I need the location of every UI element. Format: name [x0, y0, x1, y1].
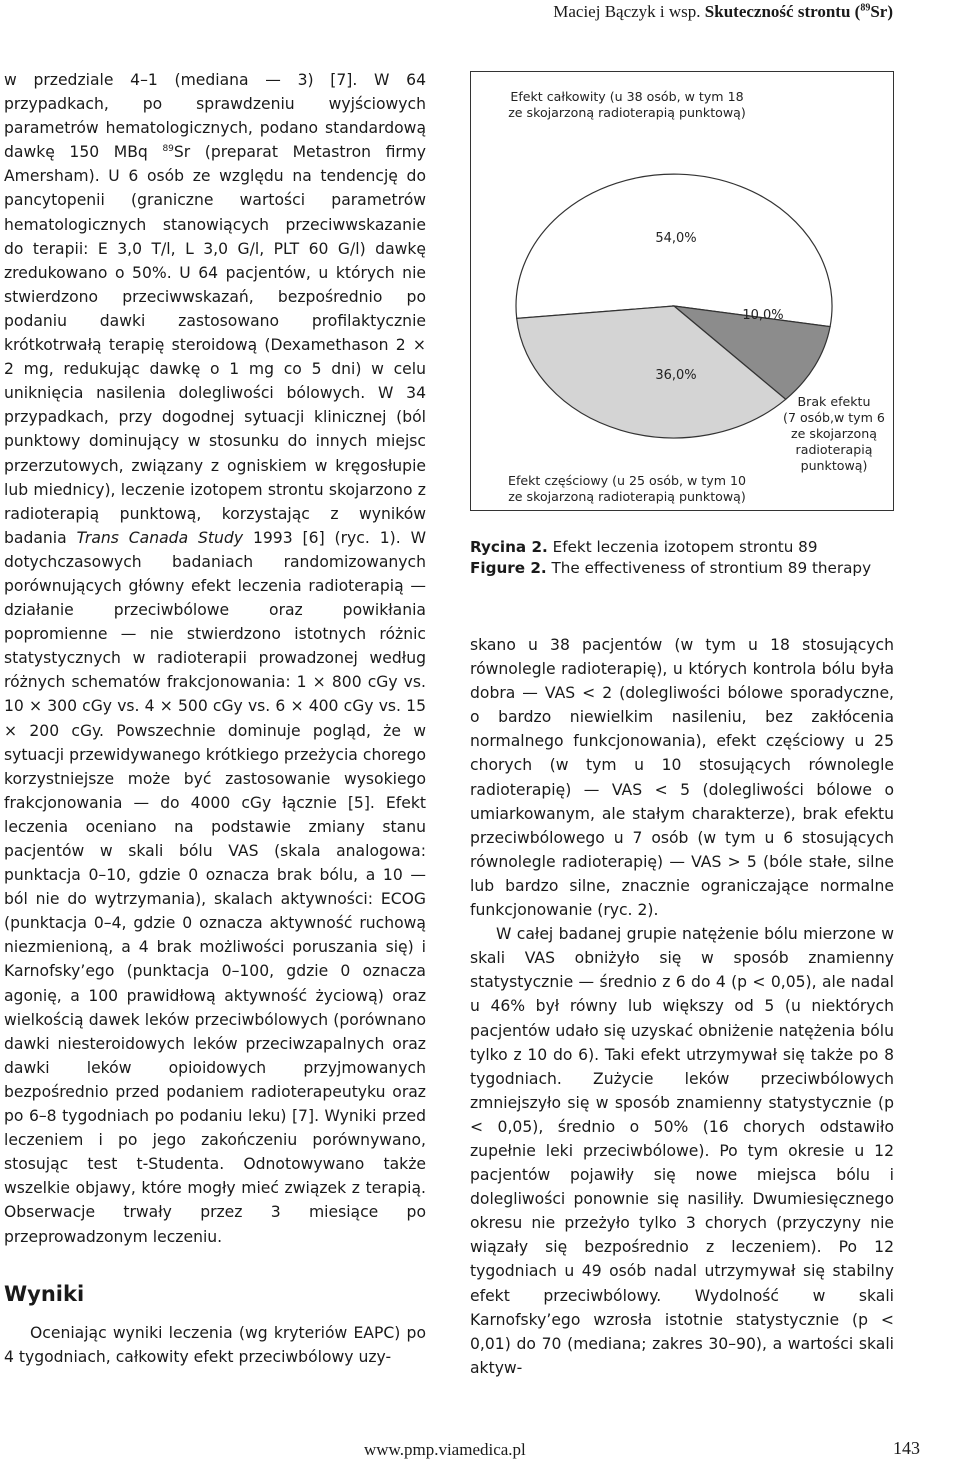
caption-polish: Rycina 2. Efekt leczenia izotopem strontu 89 [470, 538, 818, 556]
figure-caption [470, 537, 930, 579]
annotation-top-line1: Efekt całkowity (u 38 osób, w tym 18 [510, 89, 744, 104]
pie-slice [516, 174, 832, 326]
annotation-right-line: (7 osób,w tym 6 [783, 410, 885, 425]
annotation-bottom-line2: ze skojarzoną radioterapią punktową) [508, 489, 746, 504]
pie-value-label: 36,0% [655, 368, 697, 383]
annotation-right-line: ze skojarzoną [791, 426, 877, 441]
annotation-right-line: punktową) [800, 458, 868, 473]
left-column [4, 68, 426, 1369]
pie-chart-svg [471, 72, 895, 512]
annotation-bottom-line1: Efekt częściowy (u 25 osób, w tym 10 [508, 473, 746, 488]
section-heading: Wyniki [4, 1281, 85, 1306]
footer-url: www.pmp.viamedica.pl [364, 1440, 526, 1459]
body-paragraph: W całej badanej grupie natężenie bólu mierzone w skali VAS obniżyło się w sposób znamienny statystycznie — średnio z 6 do 4 (p < 0,05), ale nadal u 46% był równy lub większy od 5 (u niektórych pacjentów udało się uzyskać obniżenie natężenia bólu tylko z 10 do 6). Taki efekt utrzymywał się także po 8 tygodniach. Zużycie leków przeciwbólowych zmniejszyło się w sposób znamienny statystycznie (p < 0,05), średnio o 50% (16 chorych odstawiło zupełnie leki przeciwbólowe). Po tym okresie u 12 pacjentów pojawiły się nowe miejsca bólu i dolegliwości ponownie się nasiliły. Dwumiesięcznego okresu nie przeżyło tylko 3 chorych (przyczyny nie wiązały się bezpośrednio z leczeniem). Po 12 tygodniach u 49 osób nadal utrzymywał się stabilny efekt przeciwbólowy. Wydolność w skali Karnofsky’ego wzrosła istotnie statystycznie (p < 0,01) do 70 (mediana; zakres 30–90), a wartości skali aktyw- [470, 925, 894, 1377]
right-column [470, 633, 894, 1380]
annotation-right-line: radioterapią [795, 442, 873, 457]
annotation-right-line: Brak efektu [797, 394, 871, 409]
header-authors: Maciej Bączyk i wsp. [553, 2, 701, 21]
pie-value-label: 54,0% [655, 231, 697, 246]
caption-english: Figure 2. The effectiveness of strontium 89 therapy [470, 559, 872, 577]
body-paragraph: Oceniając wyniki leczenia (wg kryteriów EAPC) po 4 tygodniach, całkowity efekt przeciwbólowy uzy- [4, 1323, 426, 1366]
running-header [553, 2, 893, 22]
header-title: Skuteczność strontu ($^{89}$Sr) [704, 2, 893, 21]
page-number: 143 [893, 1438, 920, 1458]
pie-value-label: 10,0% [742, 308, 784, 323]
figure-pie-chart [470, 71, 894, 511]
annotation-top-line2: ze skojarzoną radioterapią punktową) [508, 105, 746, 120]
body-paragraph: w przedziale 4–1 (mediana — 3) [7]. W 64 przypadkach, po sprawdzeniu wyjściowych parametrów hematologicznych, podano standardową dawkę 150 MBq $^{89}$Sr (preparat Metastron firmy Amersham). U 6 osób ze względu na tendencję do pancytopenii (graniczne wartości parametrów hematologicznych stanowiących przeciwwskazanie do terapii: E 3,0 T/l, L 3,0 G/l, PLT 60 G/l) dawkę zredukowano o 50%. U 64 pacjentów, u których nie stwierdzono przeciwwskazań, bezpośrednio po podaniu dawki zastosowano profilaktycznie krótkotrwałą terapię steroidową (Dexamethason 2 × 2 mg, redukując dawkę o 1 mg co 5 dni) w celu uniknięcia nasilenia dolegliwości bólowych. W 34 przypadkach, przy dogodnej sytuacji klinicznej (ból punktowy dominujący w stosunku do innych miejsc przerzutowych, związany z ogniskiem w kręgosłupie lub miednicy), leczenie izotopem strontu skojarzono z radioterapią punktową, korzystając z wyników badania Trans Canada Study 1993 [6] (ryc. 1). W dotychczasowych badaniach randomizowanych porównujących główny efekt leczenia radioterapią — działanie przeciwbólowe oraz powikłania popromienne — nie stwierdzono istotnych różnic statystycznych w radioterapii prowadzonej według różnych schematów frakcjonowania: 1 × 800 cGy vs. 10 × 300 cGy vs. 4 × 500 cGy vs. 6 × 400 cGy vs. 15 × 200 cGy. Powszechnie dominuje pogląd, że w sytuacji przewidywanego krótkiego przeżycia chorego korzystniejsze może być zastosowanie wysokiego frakcjonowania — do 4000 cGy łącznie [5]. Efekt leczenia oceniano na podstawie zmiany stanu pacjentów w skali bólu VAS (skala analogowa: punktacja 0–10, gdzie 0 oznacza brak bólu, a 10 — ból nie do wytrzymania), skalach aktywności: ECOG (punktacja 0–4, gdzie 0 oznacza aktywność ruchową niezmienioną, a 4 brak możliwości poruszania się) i Karnofsky’ego (punktacja 0–100, gdzie 0 oznacza agonię, a 100 prawidłową aktywność życiową) oraz wielkością dawek leków przeciwbólowych (porównano dawki niesteroidowych leków przeciwzapalnych oraz dawki leków opioidowych przyjmowanych bezpośrednio przed podaniem radioterapeutyku oraz po 6–8 tygodniach po podaniu leku) [7]. Wyniki przed leczeniem i po jego zakończeniu porównywano, stosując test t-Studenta. Odnotowywano także wszelkie objawy, które mogły mieć związek z terapią. Obserwacje trwały przez 3 miesiące po przeprowadzonym leczeniu. [4, 71, 426, 1246]
body-paragraph: skano u 38 pacjentów (w tym u 18 stosujących równolegle radioterapię), u których kontrola bólu była dobra — VAS < 2 (dolegliwości bólowe sporadyczne, o bardzo niewielkim nasileniu, bez zakłócenia normalnego funkcjonowania), efekt częściowy u 25 chorych (w tym u 10 stosujących równolegle radioterapię) — VAS < 5 (dolegliwości bólowe o umiarkowanym, ale stałym charakterze), brak efektu przeciwbólowego u 7 osób (w tym u 6 stosujących równolegle radioterapię) — VAS > 5 (bóle stałe, silne lub bardzo silne, znacznie ograniczające normalne funkcjonowanie (ryc. 2). [470, 636, 894, 920]
